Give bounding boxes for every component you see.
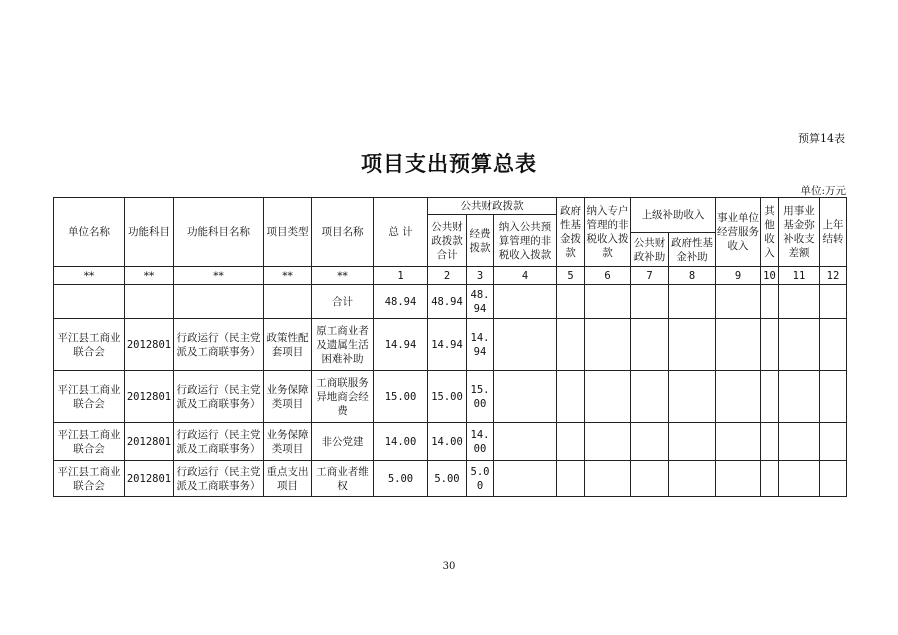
index-cell: ** xyxy=(264,267,312,285)
header-upper-public: 公共财政补助 xyxy=(631,233,669,267)
header-upper-subsidy: 上级补助收入 xyxy=(631,198,716,233)
header-biz-income: 事业单位经营服务收入 xyxy=(716,198,761,267)
index-cell: ** xyxy=(312,267,374,285)
cell-pf-funding: 14.94 xyxy=(467,319,494,371)
cell-pf-subtotal: 14.00 xyxy=(428,423,467,461)
header-func-name: 功能科目名称 xyxy=(174,198,264,267)
cell-project-name: 工商业者维权 xyxy=(312,461,374,497)
header-gov-fund: 政府性基金拨款 xyxy=(557,198,585,267)
form-number: 预算14表 xyxy=(798,132,845,145)
cell-func-code: 2012801 xyxy=(125,423,174,461)
index-cell: 2 xyxy=(428,267,467,285)
cell-func-code: 2012801 xyxy=(125,461,174,497)
header-total: 总 计 xyxy=(374,198,428,267)
header-pf-subtotal: 公共财政拨款合计 xyxy=(428,215,467,267)
index-cell: 5 xyxy=(557,267,585,285)
cell-project-name: 原工商业者及遗属生活困难补助 xyxy=(312,319,374,371)
table-row xyxy=(54,371,847,423)
unit-label: 单位:万元 xyxy=(800,185,846,197)
index-row xyxy=(54,267,847,285)
cell-pf-funding: 5.00 xyxy=(467,461,494,497)
table-row xyxy=(54,461,847,497)
cell-func-name: 行政运行（民主党派及工商联事务） xyxy=(174,423,264,461)
index-cell: 7 xyxy=(631,267,669,285)
cell-func-code: 2012801 xyxy=(125,371,174,423)
index-cell: 12 xyxy=(820,267,847,285)
cell-pf-funding: 15.00 xyxy=(467,371,494,423)
total-label: 合计 xyxy=(312,285,374,319)
header-pf-nontax: 纳入公共预算管理的非税收入拨款 xyxy=(494,215,557,267)
index-cell: 1 xyxy=(374,267,428,285)
cell-func-name: 行政运行（民主党派及工商联事务） xyxy=(174,461,264,497)
index-cell: 11 xyxy=(779,267,820,285)
index-cell: 8 xyxy=(669,267,716,285)
total-row xyxy=(54,285,847,319)
cell-func-name: 行政运行（民主党派及工商联事务） xyxy=(174,319,264,371)
index-cell: 10 xyxy=(761,267,779,285)
index-cell: 3 xyxy=(467,267,494,285)
cell-func-code: 2012801 xyxy=(125,319,174,371)
total-pf-funding: 48.94 xyxy=(467,285,494,319)
cell-total: 15.00 xyxy=(374,371,428,423)
header-project-type: 项目类型 xyxy=(264,198,312,267)
header-public-fiscal: 公共财政拨款 xyxy=(428,198,557,215)
cell-total: 5.00 xyxy=(374,461,428,497)
cell-unit-name: 平江县工商业联合会 xyxy=(54,461,125,497)
cell-project-type: 业务保障类项目 xyxy=(264,371,312,423)
header-surplus: 用事业基金弥补收支差额 xyxy=(779,198,820,267)
index-cell: 9 xyxy=(716,267,761,285)
table-row xyxy=(54,423,847,461)
index-cell: 6 xyxy=(585,267,631,285)
cell-project-name: 非公党建 xyxy=(312,423,374,461)
cell-unit-name: 平江县工商业联合会 xyxy=(54,371,125,423)
cell-project-type: 政策性配套项目 xyxy=(264,319,312,371)
page-title: 项目支出预算总表 xyxy=(361,152,537,176)
cell-total: 14.94 xyxy=(374,319,428,371)
cell-unit-name: 平江县工商业联合会 xyxy=(54,319,125,371)
header-project-name: 项目名称 xyxy=(312,198,374,267)
cell-total: 14.00 xyxy=(374,423,428,461)
cell-pf-funding: 14.00 xyxy=(467,423,494,461)
header-pf-funding: 经费拨款 xyxy=(467,215,494,267)
index-cell: ** xyxy=(125,267,174,285)
cell-pf-subtotal: 14.94 xyxy=(428,319,467,371)
cell-project-type: 重点支出项目 xyxy=(264,461,312,497)
page-number: 30 xyxy=(442,561,456,572)
cell-project-name: 工商联服务异地商会经费 xyxy=(312,371,374,423)
cell-pf-subtotal: 15.00 xyxy=(428,371,467,423)
cell-project-type: 业务保障类项目 xyxy=(264,423,312,461)
index-cell: ** xyxy=(174,267,264,285)
index-cell: 4 xyxy=(494,267,557,285)
total-pf-subtotal: 48.94 xyxy=(428,285,467,319)
header-unit-name: 单位名称 xyxy=(54,198,125,267)
cell-pf-subtotal: 5.00 xyxy=(428,461,467,497)
cell-func-name: 行政运行（民主党派及工商联事务） xyxy=(174,371,264,423)
total-amount: 48.94 xyxy=(374,285,428,319)
header-carryover: 上年结转 xyxy=(820,198,847,267)
budget-table xyxy=(53,197,847,497)
header-other-income: 其他收入 xyxy=(761,198,779,267)
index-cell: ** xyxy=(54,267,125,285)
cell-unit-name: 平江县工商业联合会 xyxy=(54,423,125,461)
header-upper-fund: 政府性基金补助 xyxy=(669,233,716,267)
table-row xyxy=(54,319,847,371)
header-func-code: 功能科目 xyxy=(125,198,174,267)
header-special-nontax: 纳入专户管理的非税收入拨款 xyxy=(585,198,631,267)
